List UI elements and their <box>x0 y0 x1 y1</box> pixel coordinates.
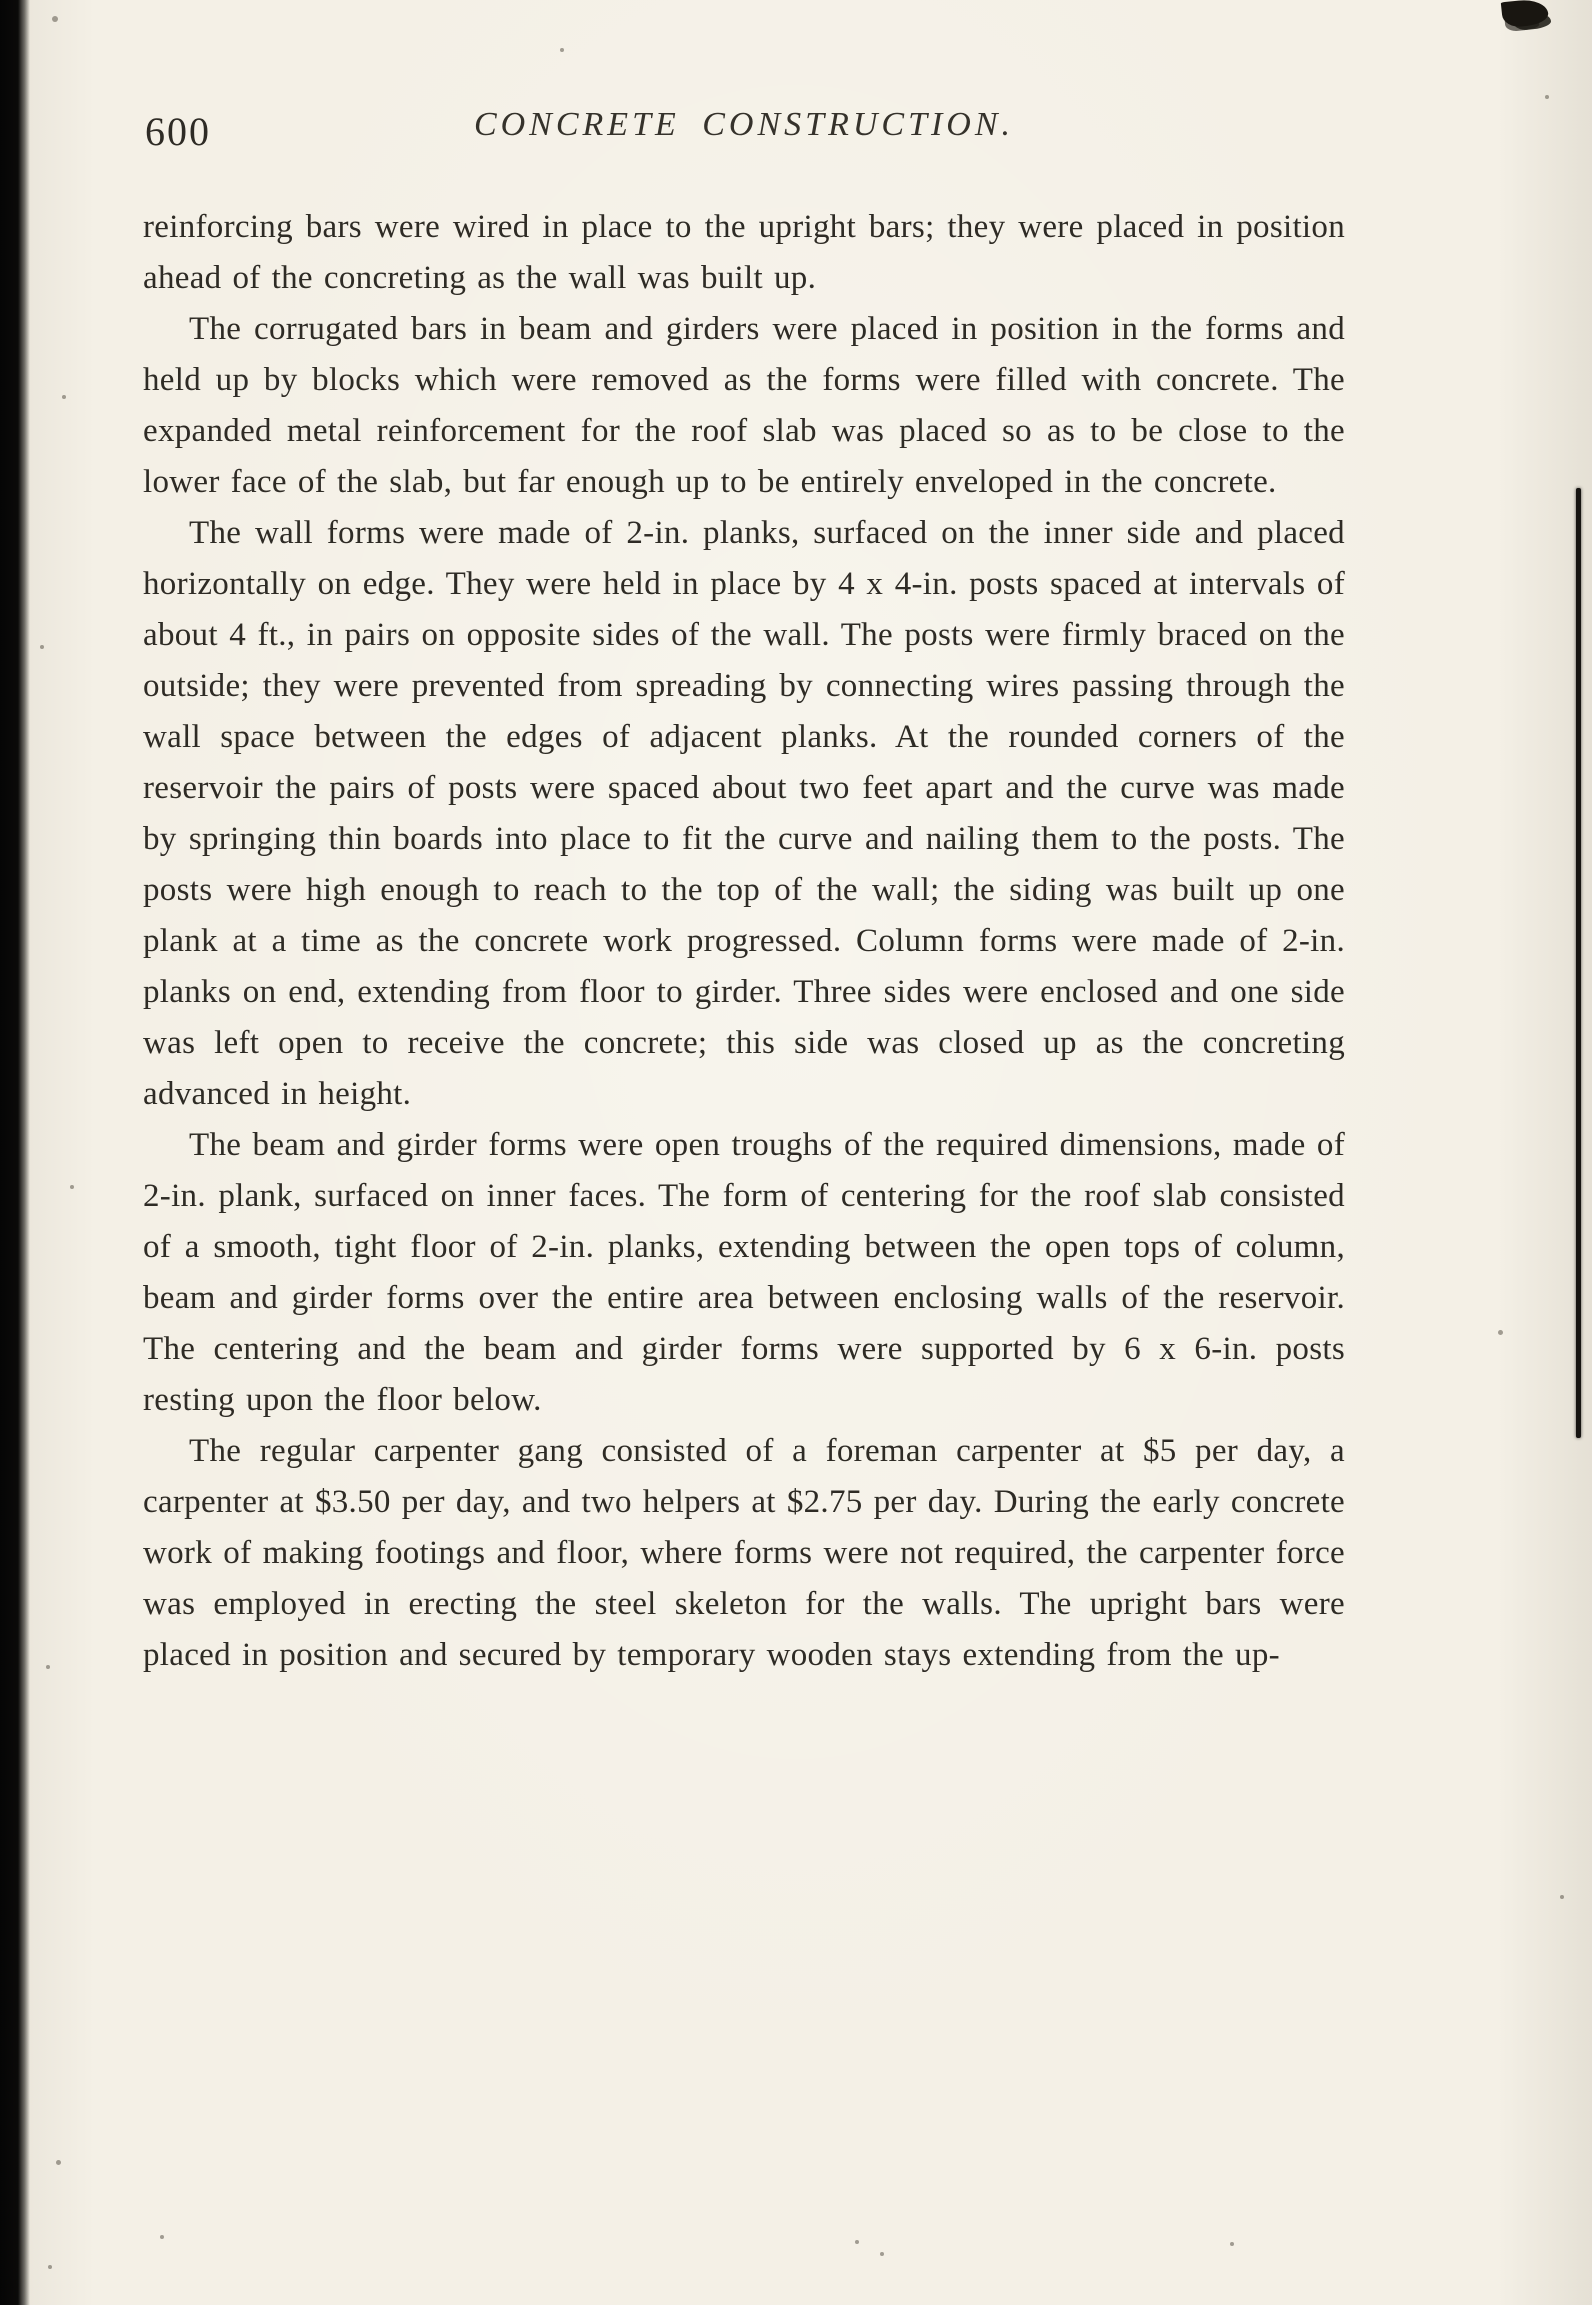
running-title: CONCRETE CONSTRUCTION. <box>473 106 1015 143</box>
scan-speck <box>56 2160 61 2165</box>
body-text <box>143 202 1345 1681</box>
scan-speck <box>70 1185 74 1189</box>
page-number: 600 <box>145 109 211 154</box>
page-header <box>143 100 1345 162</box>
scan-speck <box>40 645 44 649</box>
scan-speck <box>160 2235 164 2239</box>
scan-speck <box>1545 95 1549 99</box>
ink-smudge-top-right <box>1501 0 1549 28</box>
scan-speck <box>62 395 66 399</box>
scan-speck <box>560 48 564 52</box>
paragraph: reinforcing bars were wired in place to the upright bars; they were placed in position ahead of the concreting as the wall was built up. <box>143 209 1345 296</box>
paragraph: The corrugated bars in beam and girders were placed in position in the forms and held up by blocks which were removed as the forms were filled with concrete. The expanded metal reinforcement for the roof slab was placed so as to be close to the lower face of the slab, but far enough up to be entirely enveloped in the concrete. <box>143 311 1345 500</box>
scan-speck <box>1230 2242 1234 2246</box>
scan-speck <box>1498 1330 1503 1335</box>
scan-line-right <box>1576 488 1581 1438</box>
scan-speck <box>48 2265 52 2269</box>
paragraph: The beam and girder forms were open troughs of the required dimensions, made of 2-in. plank, surfaced on inner faces. The form of centering for the roof slab consisted of a smooth, tight floor of 2-in. planks, extending between the open tops of column, beam and girder forms over the entire area between enclosing walls of the reservoir. The centering and the beam and girder forms were supported by 6 x 6-in. posts resting upon the floor below. <box>143 1127 1345 1418</box>
paragraph: The wall forms were made of 2-in. planks, surfaced on the inner side and placed horizontally on edge. They were held in place by 4 x 4-in. posts spaced at intervals of about 4 ft., in pairs on opposite sides of the wall. The posts were firmly braced on the outside; they were prevented from spreading by connecting wires passing through the wall space between the edges of adjacent planks. At the rounded corners of the reservoir the pairs of posts were spaced about two feet apart and the curve was made by springing thin boards into place to fit the curve and nailing them to the posts. The posts were high enough to reach to the top of the wall; the siding was built up one plank at a time as the concrete work progressed. Column forms were made of 2-in. planks on end, extending from floor to girder. Three sides were enclosed and one side was left open to receive the concrete; this side was closed up as the concreting advanced in height. <box>143 515 1345 1112</box>
scan-speck <box>855 2240 859 2244</box>
paragraph: The regular carpenter gang consisted of a foreman carpenter at $5 per day, a carpenter at $3.50 per day, and two helpers at $2.75 per day. During the early concrete work of making footings and floor, where forms were not required, the carpenter force was employed in erecting the steel skeleton for the walls. The upright bars were placed in position and secured by temporary wooden stays extending from the up- <box>143 1433 1345 1673</box>
scan-speck <box>1560 1895 1564 1899</box>
scan-speck <box>880 2252 884 2256</box>
scan-speck <box>46 1665 50 1669</box>
page-content <box>143 100 1345 1681</box>
scan-edge-left <box>0 0 30 2305</box>
scan-speck <box>52 16 58 22</box>
